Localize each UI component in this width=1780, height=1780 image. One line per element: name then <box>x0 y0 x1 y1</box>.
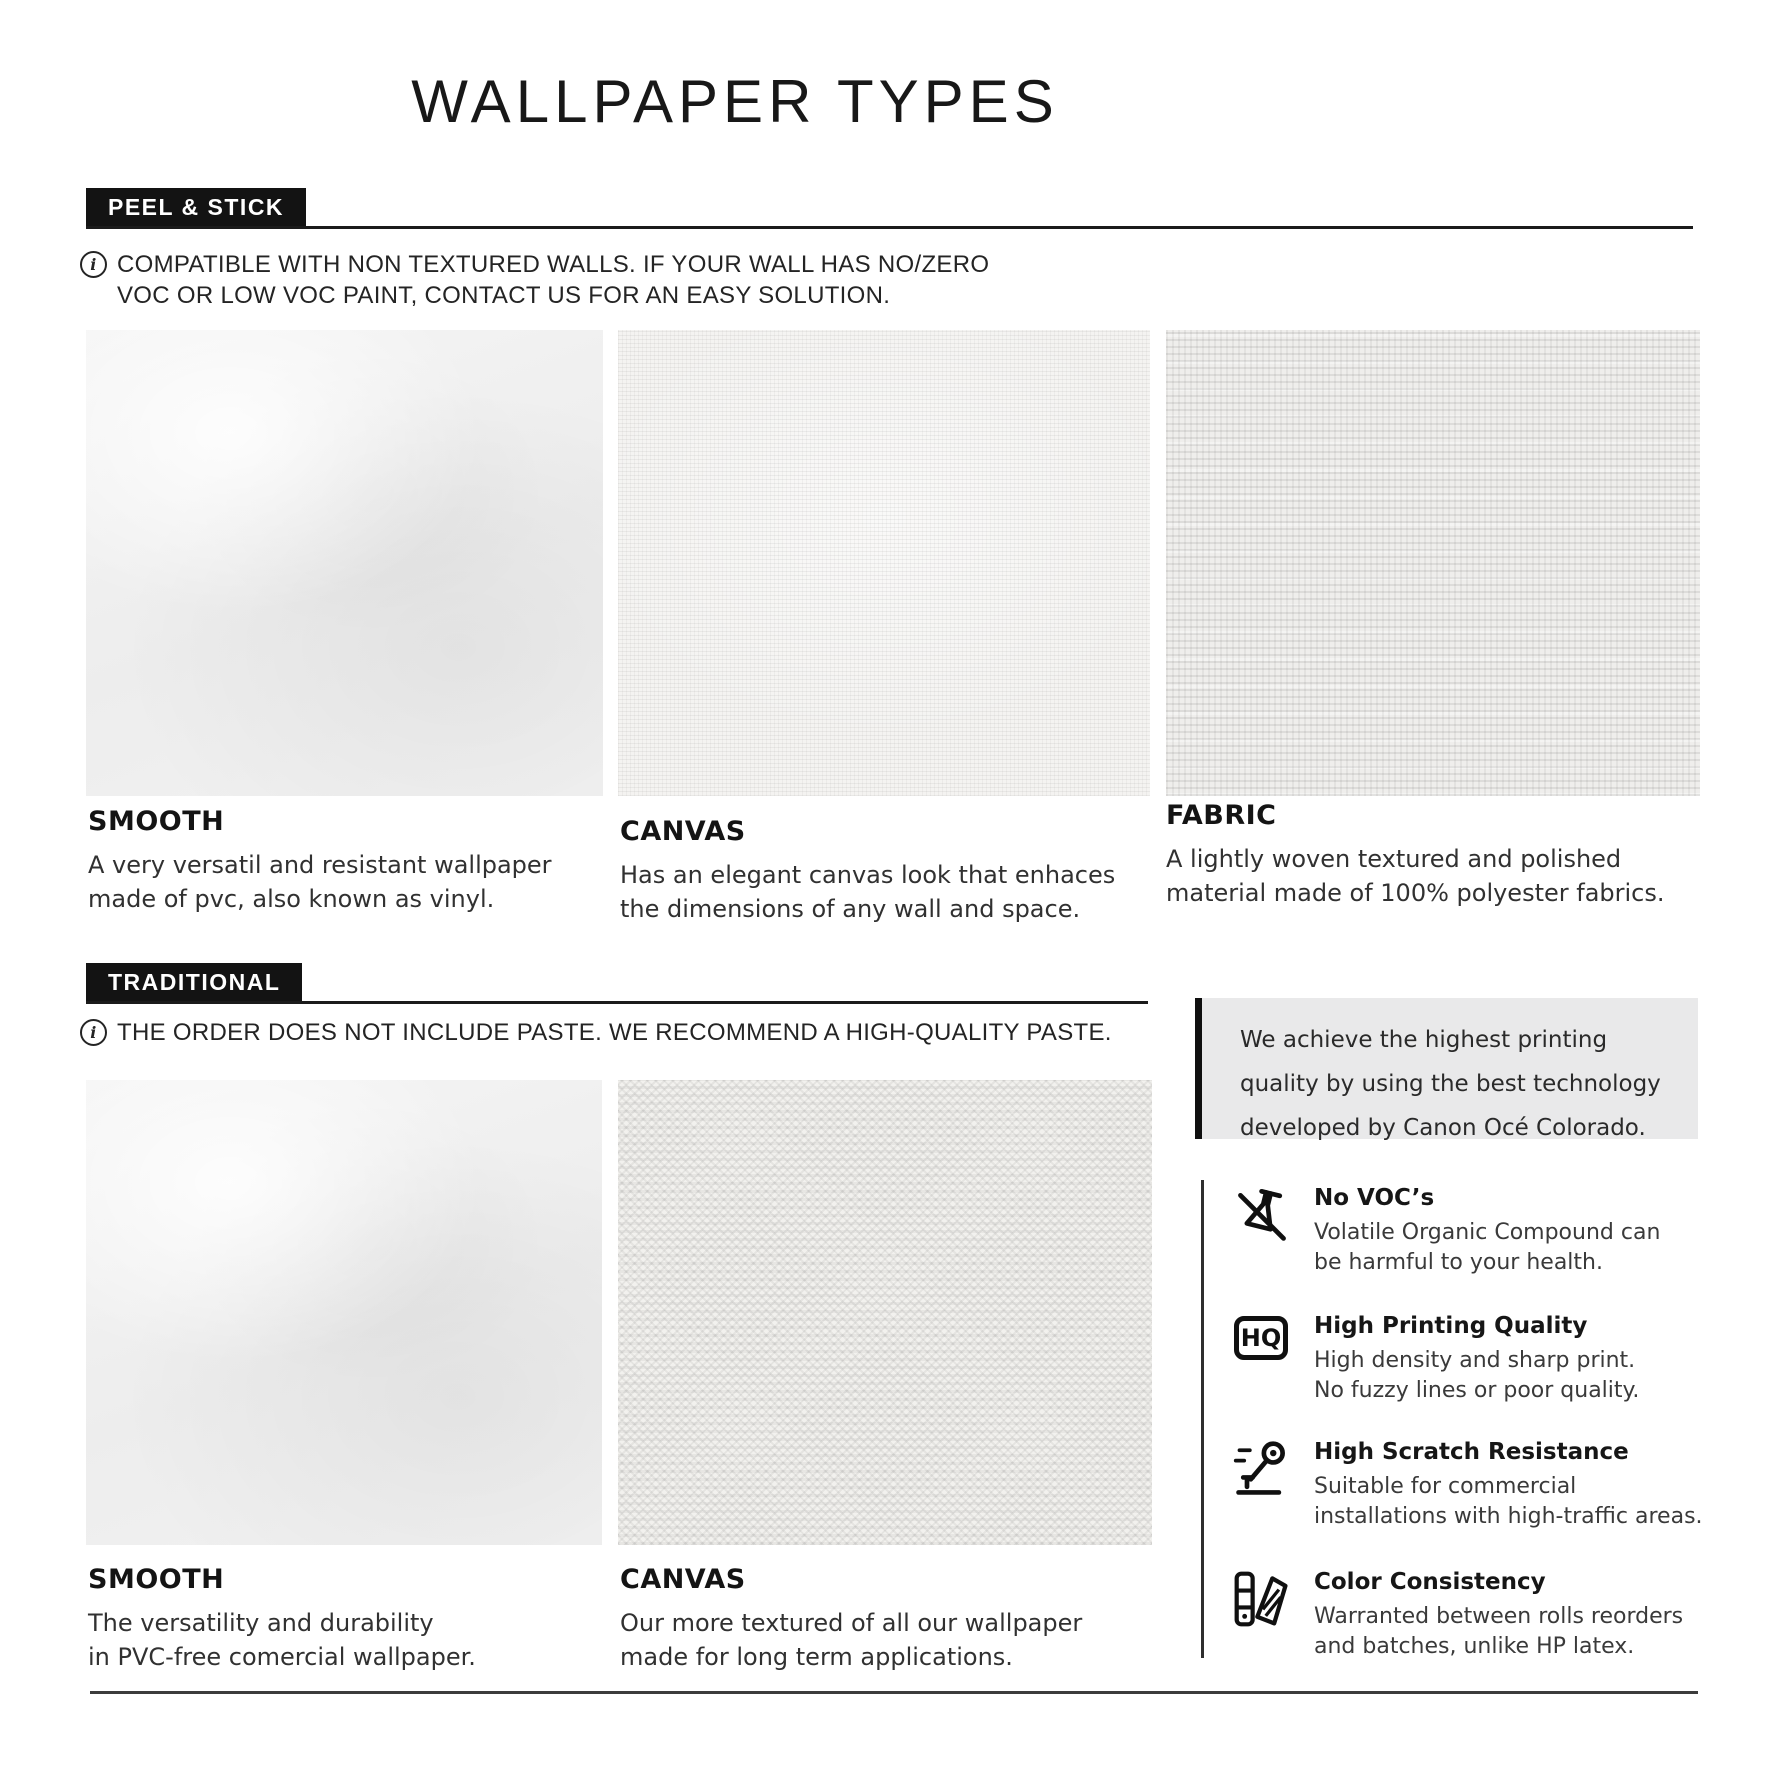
swatch-image-peel-canvas <box>618 330 1150 796</box>
feature-high-scratch-resistance <box>1232 1438 1712 1532</box>
title-wrap <box>0 70 1470 133</box>
hq-icon-label: HQ <box>1234 1316 1288 1360</box>
caption-description: A lightly woven textured and polished material made of 100% polyester fabrics. <box>1166 845 1665 907</box>
peel-stick-note-text: COMPATIBLE WITH NON TEXTURED WALLS. IF YOUR WALL HAS NO/ZERO VOC OR LOW VOC PAINT, CONTACT US FOR AN EASY SOLUTION. <box>117 251 990 309</box>
hq-icon <box>1232 1312 1292 1374</box>
info-icon: i <box>80 251 107 278</box>
caption-traditional-canvas <box>620 1564 1082 1674</box>
feature-title: High Printing Quality <box>1314 1313 1588 1339</box>
feature-description: Warranted between rolls reorders and batches, unlike HP latex. <box>1314 1604 1684 1659</box>
caption-title: SMOOTH <box>88 1564 225 1595</box>
feature-text <box>1314 1312 1639 1406</box>
feature-no-voc <box>1232 1184 1712 1278</box>
swatch-image-traditional-smooth <box>86 1080 602 1545</box>
section-header-peel-stick <box>86 188 1693 229</box>
info-icon: i <box>80 1019 107 1046</box>
section-header-traditional <box>86 963 1148 1004</box>
caption-description: Our more textured of all our wallpaper made for long term applications. <box>620 1609 1083 1671</box>
swatch-image-peel-fabric <box>1166 330 1700 796</box>
feature-text <box>1314 1568 1683 1662</box>
peel-stick-note <box>80 249 989 311</box>
feature-color-consistency <box>1232 1568 1712 1662</box>
feature-title: Color Consistency <box>1314 1569 1546 1595</box>
caption-peel-canvas <box>620 816 1115 926</box>
swatch-image-peel-smooth <box>86 330 603 796</box>
caption-description: The versatility and durability in PVC-free comercial wallpaper. <box>88 1609 476 1671</box>
peel-stick-badge: PEEL & STICK <box>86 188 306 226</box>
color-swatches-icon <box>1232 1568 1292 1630</box>
feature-text <box>1314 1184 1660 1278</box>
caption-title: CANVAS <box>620 816 746 847</box>
swatch-image-traditional-canvas <box>618 1080 1152 1545</box>
quality-note-accent-bar <box>1195 998 1202 1139</box>
feature-description: High density and sharp print. No fuzzy lines or poor quality. <box>1314 1348 1640 1403</box>
caption-title: SMOOTH <box>88 806 225 837</box>
caption-peel-smooth <box>88 806 552 916</box>
key-icon <box>1232 1438 1292 1500</box>
page-title: WALLPAPER TYPES <box>411 68 1059 135</box>
bottom-divider <box>90 1691 1698 1694</box>
feature-list-rail <box>1201 1180 1204 1658</box>
feature-description: Suitable for commercial installations with high-traffic areas. <box>1314 1474 1703 1529</box>
traditional-note-text: THE ORDER DOES NOT INCLUDE PASTE. WE RECOMMEND A HIGH-QUALITY PASTE. <box>117 1019 1112 1046</box>
caption-traditional-smooth <box>88 1564 476 1674</box>
traditional-note <box>80 1017 1112 1048</box>
quality-note: We achieve the highest printing quality by using the best technology developed by Canon Océ Colorado. <box>1202 998 1698 1139</box>
feature-title: No VOC’s <box>1314 1185 1435 1211</box>
feature-text <box>1314 1438 1703 1532</box>
feature-title: High Scratch Resistance <box>1314 1439 1629 1465</box>
caption-title: CANVAS <box>620 1564 746 1595</box>
feature-description: Volatile Organic Compound can be harmful to your health. <box>1314 1220 1661 1275</box>
traditional-badge: TRADITIONAL <box>86 963 302 1001</box>
caption-peel-fabric <box>1166 800 1665 910</box>
caption-description: A very versatil and resistant wallpaper made of pvc, also known as vinyl. <box>88 851 552 913</box>
caption-description: Has an elegant canvas look that enhaces the dimensions of any wall and space. <box>620 861 1116 923</box>
caption-title: FABRIC <box>1166 800 1277 831</box>
no-voc-icon <box>1232 1184 1292 1246</box>
feature-high-printing-quality <box>1232 1312 1712 1406</box>
